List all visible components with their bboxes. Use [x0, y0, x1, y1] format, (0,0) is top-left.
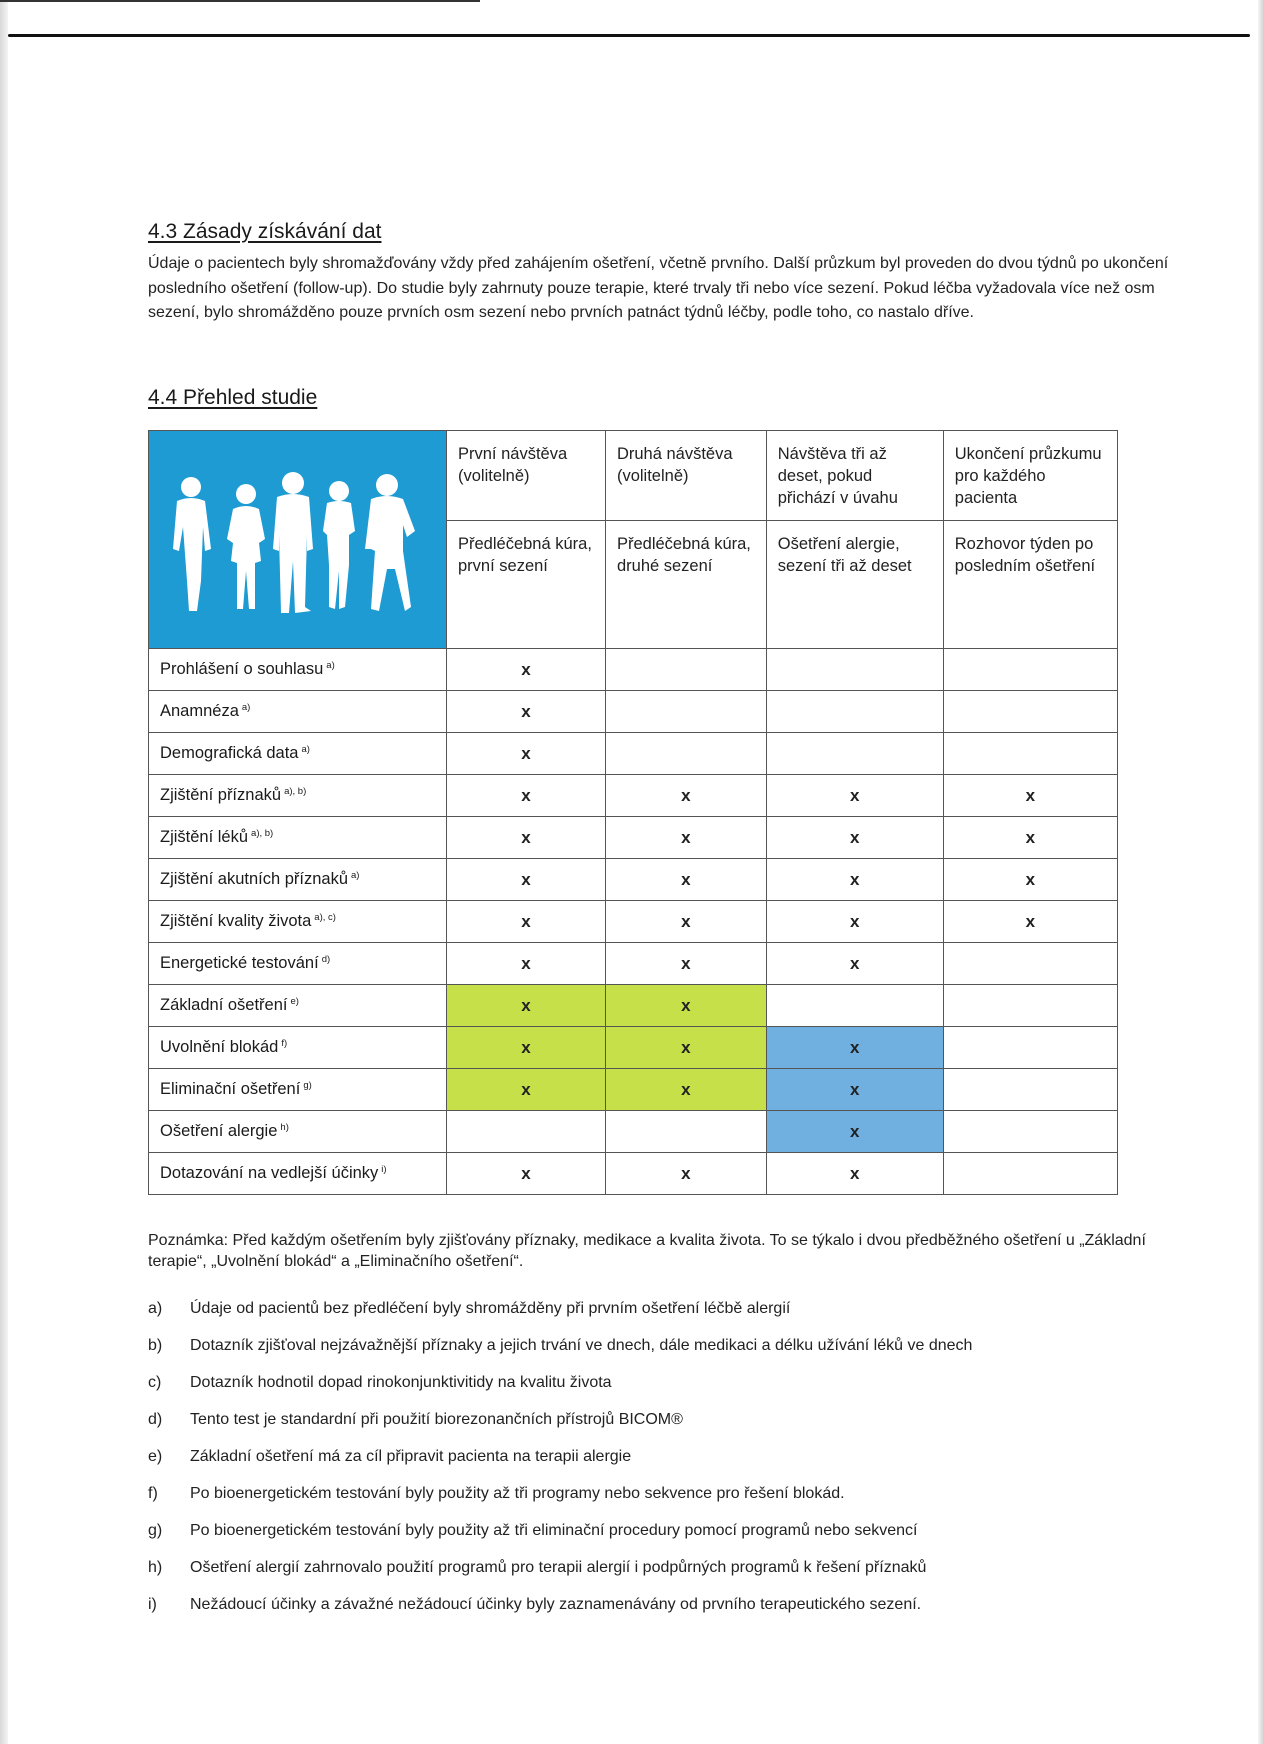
row-label: Prohlášení o souhlasu $^{a)}$ [149, 649, 447, 691]
mark-cell: x [943, 817, 1117, 859]
mark-cell [605, 733, 766, 775]
mark-cell: x [766, 943, 943, 985]
section-4-4-title: 4.4 Přehled studie [148, 386, 318, 409]
mark-cell-highlight-green: x [447, 1027, 606, 1069]
table-row [149, 817, 1118, 859]
row-label: Demografická data $^{a)}$ [149, 733, 447, 775]
page-top-rule [8, 34, 1250, 37]
mark-cell: x [943, 901, 1117, 943]
table-row [149, 649, 1118, 691]
mark-cell [766, 649, 943, 691]
mark-cell: x [605, 901, 766, 943]
row-label: Uvolnění blokád $^{f)}$ [149, 1027, 447, 1069]
row-label: Zjištění léků $^{a), b)}$ [149, 817, 447, 859]
mark-cell: x [447, 1153, 606, 1195]
mark-cell: x [605, 817, 766, 859]
mark-cell: x [447, 817, 606, 859]
mark-cell [766, 985, 943, 1027]
row-label: Zjištění příznaků $^{a), b)}$ [149, 775, 447, 817]
row-label: Ošetření alergie $^{h)}$ [149, 1111, 447, 1153]
footnote-item: e) Základní ošetření má za cíl připravit pacienta na terapii alergie [148, 1448, 632, 1465]
table-row [149, 733, 1118, 775]
mark-cell [766, 691, 943, 733]
footnote-item: i) Nežádoucí účinky a závažné nežádoucí účinky byly zaznamenávány od prvního terapeutického sezení. [148, 1596, 922, 1613]
table-row [149, 1027, 1118, 1069]
mark-cell-highlight-blue: x [766, 1111, 943, 1153]
mark-cell: x [605, 943, 766, 985]
mark-cell [943, 1069, 1117, 1111]
mark-cell: x [943, 859, 1117, 901]
mark-cell: x [766, 859, 943, 901]
mark-cell [943, 649, 1117, 691]
mark-cell: x [447, 943, 606, 985]
table-note: Poznámka: Před každým ošetřením byly zjišťovány příznaky, medikace a kvalita života. To se týkalo i dvou předběžného ošetření u „Základní terapie“, „Uvolnění blokád“ a „Eliminačního ošetření“. [148, 1232, 1146, 1270]
row-label: Anamnéza $^{a)}$ [149, 691, 447, 733]
mark-cell [943, 943, 1117, 985]
mark-cell [605, 1111, 766, 1153]
table-row [149, 943, 1118, 985]
table-row [149, 1111, 1118, 1153]
footnote-item: b) Dotazník zjišťoval nejzávažnější příznaky a jejich trvání ve dnech, dále medikaci a délku užívání léků ve dnech [148, 1337, 973, 1354]
section-4-3-title: 4.3 Zásady získávání dat [148, 220, 382, 243]
mark-cell-highlight-green: x [447, 985, 606, 1027]
study-overview-table [148, 430, 1118, 1195]
table-header-row-visits [149, 431, 1118, 521]
mark-cell: x [766, 817, 943, 859]
mark-cell-highlight-blue: x [766, 1027, 943, 1069]
footnote-item: c) Dotazník hodnotil dopad rinokonjunktivitidy na kvalitu života [148, 1374, 612, 1391]
mark-cell [943, 1111, 1117, 1153]
mark-cell: x [605, 1153, 766, 1195]
mark-cell-highlight-green: x [605, 1069, 766, 1111]
scan-top-edge [0, 0, 480, 2]
table-row [149, 985, 1118, 1027]
mark-cell: x [943, 775, 1117, 817]
mark-cell: x [447, 733, 606, 775]
column-visit-2: Druhá návštěva (volitelně) [605, 431, 766, 521]
column-desc-2: Předléčebná kúra, druhé sezení [605, 520, 766, 648]
table-row [149, 1153, 1118, 1195]
table-row [149, 775, 1118, 817]
column-desc-4: Rozhovor týden po posledním ošetření [943, 520, 1117, 648]
mark-cell-highlight-blue: x [766, 1069, 943, 1111]
mark-cell [943, 691, 1117, 733]
mark-cell [766, 733, 943, 775]
people-image-cell [149, 431, 447, 649]
table-row [149, 901, 1118, 943]
mark-cell [447, 1111, 606, 1153]
row-label: Eliminační ošetření $^{g)}$ [149, 1069, 447, 1111]
mark-cell: x [447, 901, 606, 943]
mark-cell-highlight-green: x [447, 1069, 606, 1111]
mark-cell [605, 691, 766, 733]
mark-cell-highlight-green: x [605, 1027, 766, 1069]
mark-cell: x [766, 1153, 943, 1195]
footnote-item: d) Tento test je standardní při použití biorezonančních přístrojů BICOM® [148, 1411, 683, 1428]
mark-cell: x [605, 775, 766, 817]
mark-cell: x [766, 901, 943, 943]
mark-cell: x [605, 859, 766, 901]
row-label: Základní ošetření $^{e)}$ [149, 985, 447, 1027]
column-desc-3: Ošetření alergie, sezení tři až deset [766, 520, 943, 648]
mark-cell [943, 733, 1117, 775]
table-row [149, 859, 1118, 901]
mark-cell [943, 1153, 1117, 1195]
mark-cell: x [447, 649, 606, 691]
column-desc-1: Předléčebná kúra, první sezení [447, 520, 606, 648]
scan-left-edge [0, 0, 8, 1744]
people-silhouettes-icon [149, 431, 446, 643]
mark-cell: x [766, 775, 943, 817]
column-visit-1: První návštěva (volitelně) [447, 431, 606, 521]
mark-cell-highlight-green: x [605, 985, 766, 1027]
footnote-item: h) Ošetření alergií zahrnovalo použití programů pro terapii alergií i podpůrných programů k řešení příznaků [148, 1559, 927, 1576]
row-label: Zjištění kvality života $^{a), c)}$ [149, 901, 447, 943]
section-4-3-body: Údaje o pacientech byly shromažďovány vždy před zahájením ošetření, včetně prvního. Další průzkum byl proveden do dvou týdnů po ukončení posledního ošetření (follow-up). Do studie byly zahrnuty pouze terapie, které trvaly tři nebo více sezení. Pokud léčba vyžadovala více než osm sezení, bylo shromážděno pouze prvních osm sezení nebo prvních patnáct týdnů léčby, podle toho, co nastalo dříve. [148, 255, 1169, 321]
column-visit-3: Návštěva tři až deset, pokud přichází v úvahu [766, 431, 943, 521]
footnote-item: g) Po bioenergetickém testování byly použity až tři eliminační procedury pomocí programů nebo sekvencí [148, 1522, 918, 1539]
mark-cell: x [447, 691, 606, 733]
mark-cell [943, 1027, 1117, 1069]
mark-cell [605, 649, 766, 691]
row-label: Dotazování na vedlejší účinky $^{i)}$ [149, 1153, 447, 1195]
footnote-item: a) Údaje od pacientů bez předléčení byly shromážděny při prvním ošetření léčbě alergií [148, 1300, 791, 1317]
column-visit-4: Ukončení průzkumu pro každého pacienta [943, 431, 1117, 521]
table-row [149, 691, 1118, 733]
scan-right-edge [1258, 0, 1264, 1744]
table-row [149, 1069, 1118, 1111]
mark-cell: x [447, 775, 606, 817]
footnote-item: f) Po bioenergetickém testování byly použity až tři programy nebo sekvence pro řešení blokád. [148, 1485, 845, 1502]
row-label: Energetické testování $^{d)}$ [149, 943, 447, 985]
row-label: Zjištění akutních příznaků $^{a)}$ [149, 859, 447, 901]
mark-cell: x [447, 859, 606, 901]
footnotes-list [148, 1300, 1208, 1633]
mark-cell [943, 985, 1117, 1027]
